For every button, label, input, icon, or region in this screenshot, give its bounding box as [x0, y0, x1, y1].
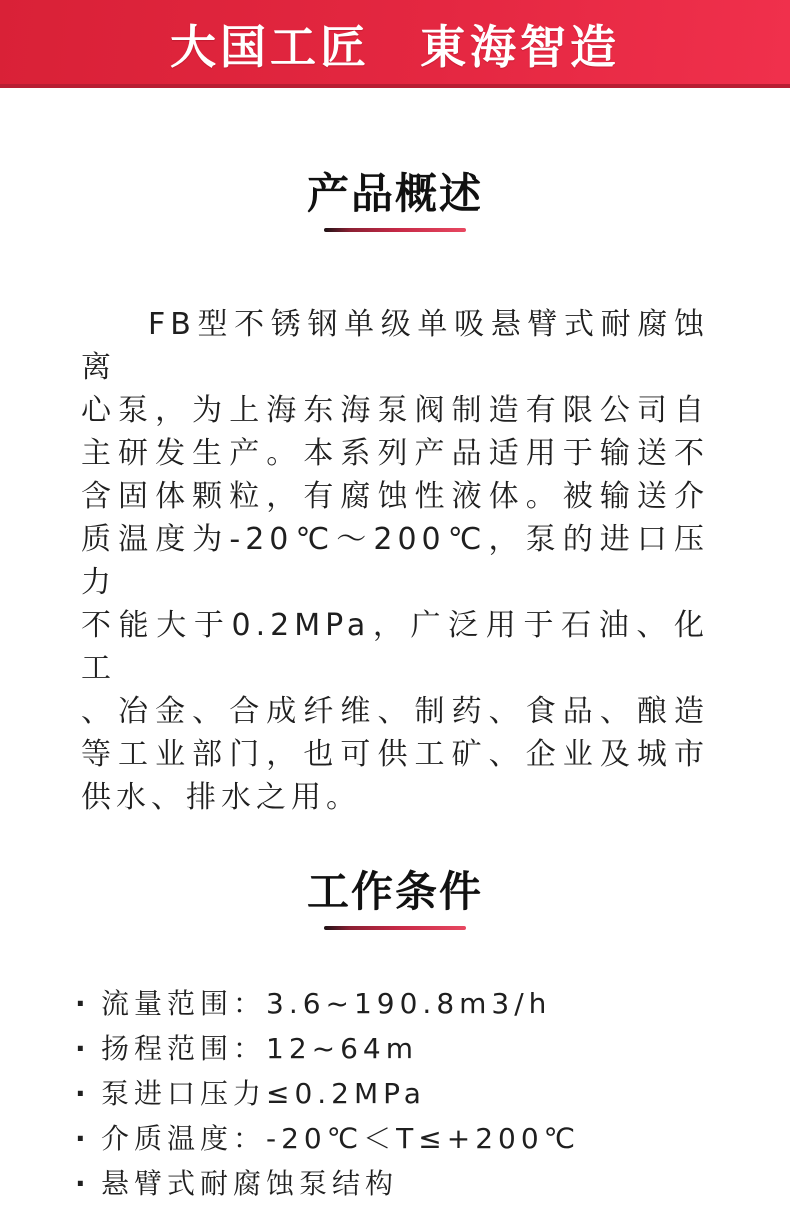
overview-paragraph-line: 含固体颗粒，有腐蚀性液体。被输送介 [81, 479, 709, 514]
overview-paragraph-line: 不能大于0.2MPa，广泛用于石油、化工 [81, 608, 709, 686]
bullet-dot-icon: · [75, 1122, 86, 1155]
overview-section [0, 169, 790, 819]
list-item [75, 1026, 715, 1071]
working-conditions-section [0, 867, 790, 1206]
list-item [75, 1071, 715, 1116]
overview-paragraph-line: 供水、排水之用。 [81, 780, 361, 815]
condition-pump-structure: 悬臂式耐腐蚀泵结构 [101, 1167, 399, 1200]
working-conditions-list [75, 981, 715, 1206]
bullet-dot-icon: · [75, 1167, 86, 1200]
overview-heading: 产品概述 [306, 169, 483, 218]
condition-inlet-pressure: 泵进口压力≤0.2MPa [101, 1077, 426, 1110]
list-item [75, 1161, 715, 1206]
banner-title: 大国工匠 東海智造 [170, 19, 620, 74]
overview-paragraph-line: 心泵，为上海东海泵阀制造有限公司自 [81, 393, 709, 428]
bullet-dot-icon: · [75, 987, 86, 1020]
working-conditions-heading: 工作条件 [306, 867, 483, 916]
list-item [75, 1116, 715, 1161]
overview-paragraph-line: 主研发生产。本系列产品适用于输送不 [81, 436, 709, 471]
overview-paragraph-line: 质温度为-20℃～200℃，泵的进口压力 [81, 522, 709, 600]
overview-paragraph-line: FB型不锈钢单级单吸悬臂式耐腐蚀离 [81, 307, 709, 385]
overview-heading-underline [324, 228, 466, 232]
banner [0, 0, 790, 88]
condition-flow-range: 流量范围：3.6~190.8m3/h [101, 987, 552, 1020]
list-item [75, 981, 715, 1026]
bullet-dot-icon: · [75, 1077, 86, 1110]
overview-paragraph-line: 等工业部门，也可供工矿、企业及城市 [81, 737, 709, 772]
overview-paragraph-line: 、冶金、合成纤维、制药、食品、酿造 [81, 694, 709, 729]
condition-medium-temperature: 介质温度：-20℃＜T≤+200℃ [101, 1122, 581, 1155]
condition-head-range: 扬程范围：12~64m [101, 1032, 418, 1065]
overview-paragraph [81, 303, 709, 819]
working-conditions-heading-underline [324, 926, 466, 930]
bullet-dot-icon: · [75, 1032, 86, 1065]
